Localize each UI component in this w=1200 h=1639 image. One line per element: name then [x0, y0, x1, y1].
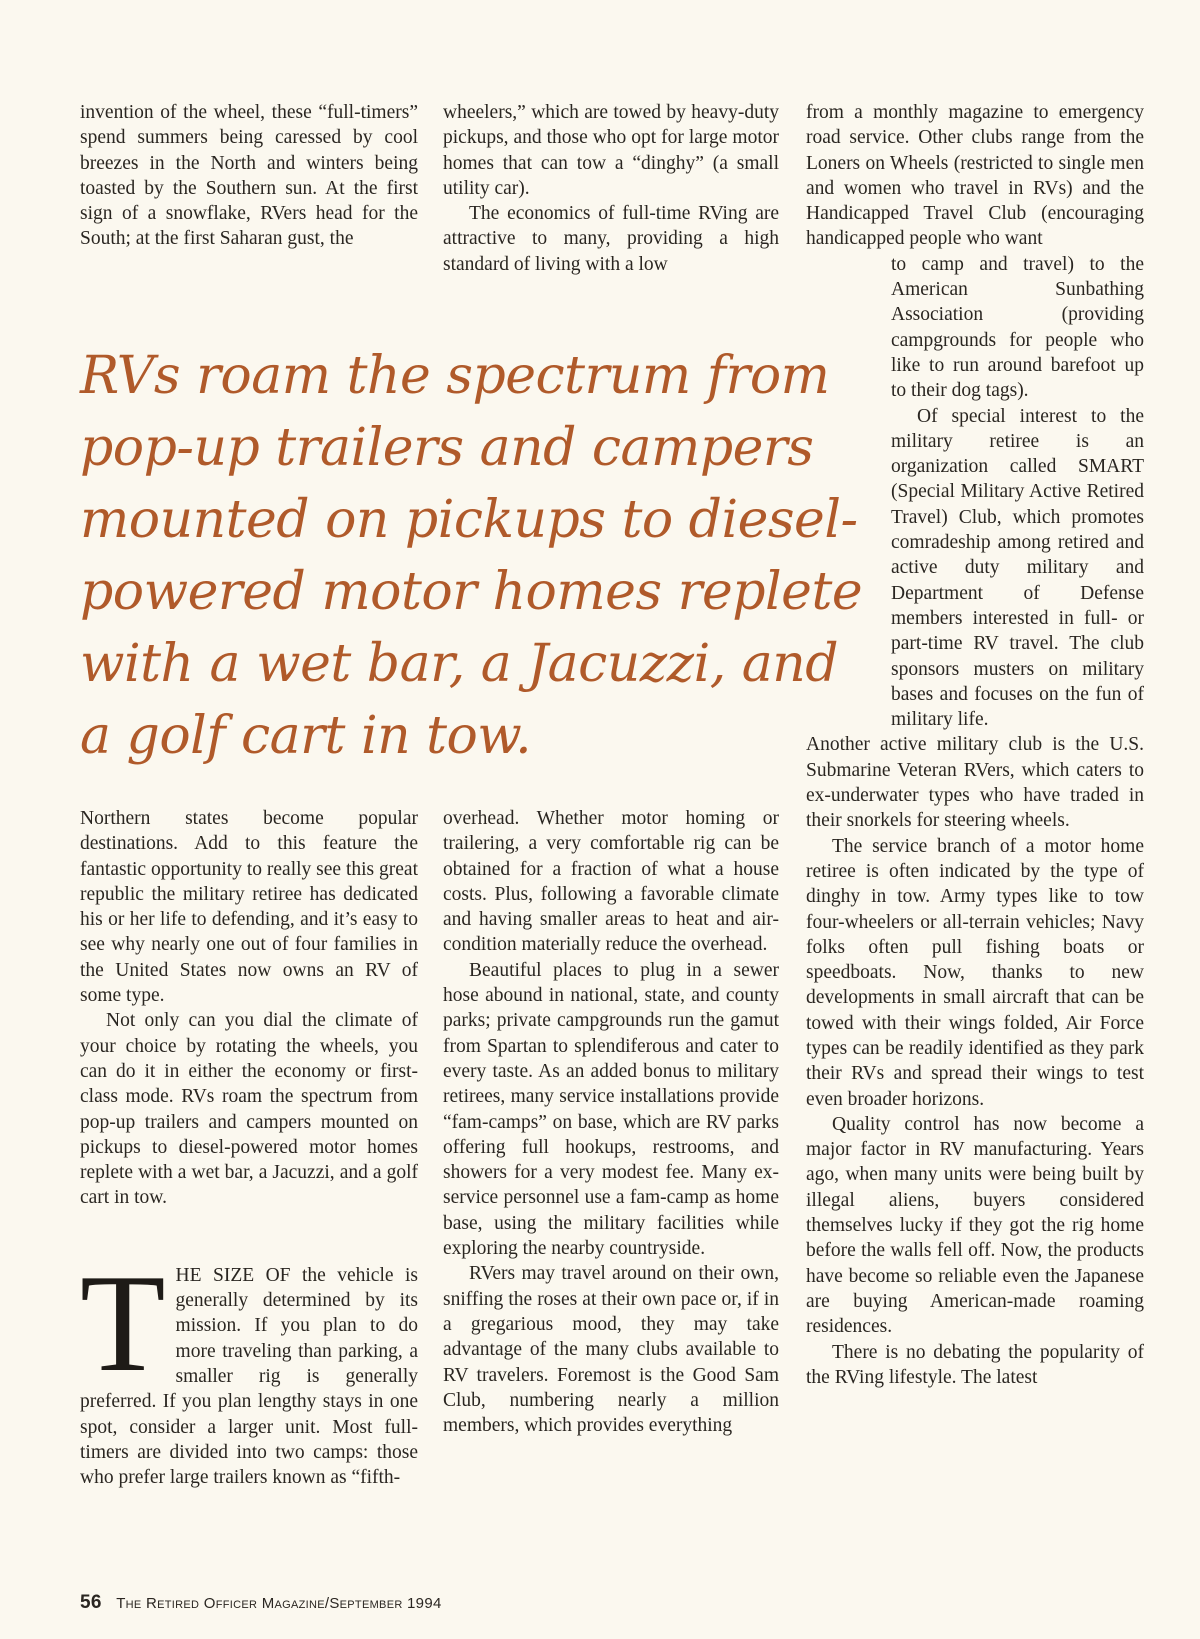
paragraph-with-dropcap: [80, 1245, 418, 1491]
paragraph: Not only can you dial the climate of your choice by rotating the wheels, you can do it in either the economy or first-class mode. RVs roam the spectrum from pop-up trailers and campers mounted on pickups to diesel-powered motor homes replete with a wet bar, a Jacuzzi, and a golf cart in tow.: [80, 1010, 418, 1209]
column-middle-bottom: [443, 806, 779, 1438]
paragraph: overhead. Whether motor homing or trailering, a very comfortable rig can be obtained for a fraction of what a house costs. Plus, following a favorable climate and having smaller areas to heat and air-condition materially reduce the overhead.: [443, 808, 779, 956]
column-left-bottom: [80, 806, 418, 1490]
column-left-top: [80, 100, 418, 252]
column-middle-top: [443, 100, 779, 277]
publication-credit: The Retired Officer Magazine/September 1994: [116, 1595, 442, 1612]
paragraph: from a monthly magazine to emergency road service. Other clubs range from the Loners on Wheels (restricted to single men and women who travel in RVs) and the Handicapped Travel Club (encouraging handicapped people who want: [806, 102, 1144, 250]
page-footer: [80, 1592, 442, 1614]
paragraph: Beautiful places to plug in a sewer hose abound in national, state, and county parks; private campgrounds run the gamut from Spartan to splendiferous and cater to every taste. As an added bonus to military retirees, many service installations provide “fam-camps” on base, which are RV parks offering full hookups, restrooms, and showers for a very modest fee. Many ex-service personnel use a fam-camp as home base, using the military facilities while exploring the nearby countryside.: [443, 959, 779, 1260]
pull-quote: RVs roam the spectrum from pop-up trailers and campers mounted on pickups to diesel-powered motor homes replete with a wet bar, a Jacuzzi, and a golf cart in tow.: [80, 346, 863, 766]
paragraph: to camp and travel) to the American Sunbathing Association (providing campgrounds for people who like to run around barefoot up to their dog tags).: [891, 253, 1144, 402]
paragraph: Another active military club is the U.S. Submarine Veteran RVers, which caters to ex-underwater types who have traded in their snorkels for steering wheels.: [806, 734, 1144, 832]
paragraph: The service branch of a motor home retiree is often indicated by the type of dinghy in tow. Army types like to tow four-wheelers or all-terrain vehicles; Navy folks often pull fishing boats or speedboats. Now, thanks to new developments in small aircraft that can be towed with their wings folded, Air Force types can be readily identified as they park their RVs and spread their wings to test even broader horizons.: [806, 835, 1144, 1110]
page-number: 56: [80, 1592, 102, 1613]
paragraph: Quality control has now become a major factor in RV manufacturing. Years ago, when many units were being built by illegal aliens, buyers considered themselves lucky if they got the rig home before the walls fell off. Now, the products have become so reliable even the Japanese are buying American-made roaming residences.: [806, 1113, 1144, 1338]
paragraph: Of special interest to the military retiree is an organization called SMART (Special Military Active Retired Travel) Club, which promotes comradeship among retired and active duty military and Department of Defense members interested in full- or part-time RV travel. The club sponsors musters on military bases and focuses on the fun of military life.: [891, 405, 1144, 731]
paragraph: invention of the wheel, these “full-timers” spend summers being caressed by cool breezes in the North and winters being toasted by the Southern sun. At the first sign of a snowflake, RVers head for the South; at the first Saharan gust, the: [80, 102, 418, 250]
paragraph: There is no debating the popularity of the RVing lifestyle. The latest: [806, 1341, 1144, 1388]
paragraph: RVers may travel around on their own, sniffing the roses at their own pace or, if in a gregarious mood, they may take advantage of the many clubs available to RV travelers. Foremost is the Good Sam Club, numbering nearly a million members, which provides everything: [443, 1263, 779, 1437]
narrow-text-block: [891, 252, 1144, 733]
paragraph: Northern states become popular destinations. Add to this feature the fantastic opportunity to really see this great republic the military retiree has dedicated his or her life to defending, and it’s easy to see why nearly one out of four families in the United States now owns an RV of some type.: [80, 808, 418, 1007]
paragraph: wheelers,” which are towed by heavy-duty pickups, and those who opt for large motor homes that can tow a “dinghy” (a small utility car).: [443, 102, 779, 199]
paragraph-text: HE SIZE OF the vehicle is generally determined by its mission. If you plan to do more traveling than parking, a smaller rig is generally preferred. If you plan lengthy stays in one spot, consider a larger unit. Most full-timers are divided into two camps: those who prefer large trailers known as “fifth-: [80, 1264, 418, 1489]
drop-cap: T: [80, 1245, 166, 1401]
paragraph: The economics of full-time RVing are attractive to many, providing a high standard of living with a low: [443, 203, 779, 275]
